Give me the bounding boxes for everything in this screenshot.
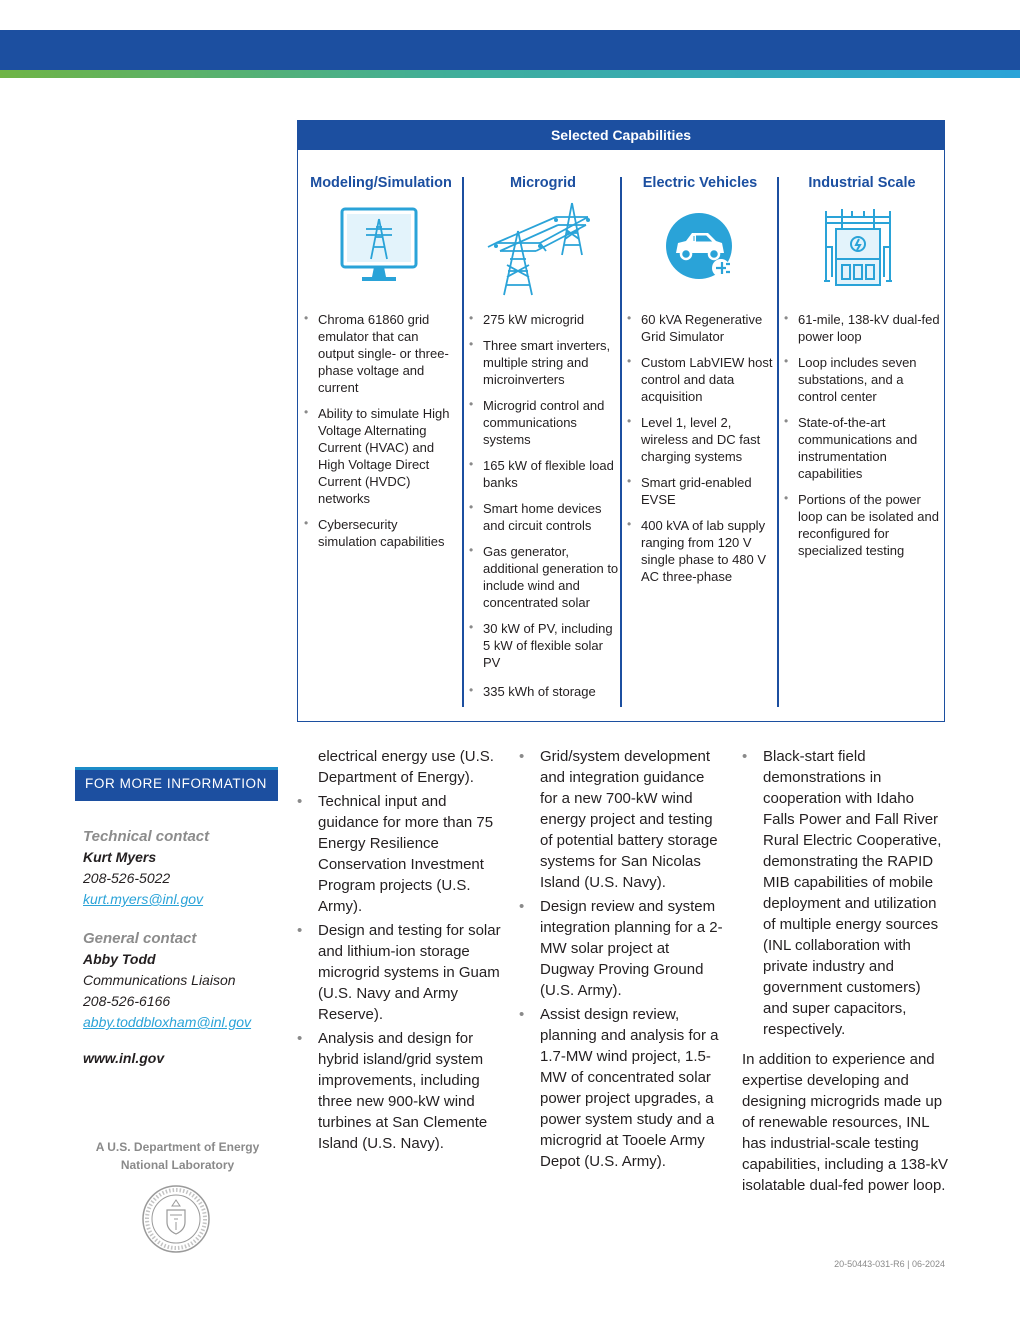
- monitor-tower-icon: [340, 207, 420, 285]
- technical-contact: [83, 826, 209, 910]
- modeling-list: [304, 311, 454, 559]
- contact-name: Kurt Myers: [83, 849, 157, 865]
- contact-label: General contact: [83, 930, 197, 947]
- list-item: • Three smart inverters, multiple string and microinverters: [469, 337, 621, 388]
- contact-label: Technical contact: [83, 828, 210, 845]
- capability-column-modeling: [298, 150, 464, 191]
- body-column-3: [742, 746, 948, 1196]
- list-item: • Smart grid-enabled EVSE: [627, 474, 777, 508]
- electric-car-icon: [664, 211, 736, 283]
- contact-email-link[interactable]: abby.toddbloxham@inl.gov: [83, 1014, 252, 1030]
- list-item: • Technical input and guidance for more than 75 Energy Resilience Conservation Investment Program projects (U.S. Army).: [297, 791, 502, 917]
- contact-name: Abby Todd: [83, 951, 156, 967]
- contact-email-link[interactable]: kurt.myers@inl.gov: [83, 891, 204, 907]
- website-link[interactable]: www.inl.gov: [83, 1050, 165, 1066]
- document-code: 20-50443-031-R6 | 06-2024: [834, 1259, 945, 1269]
- microgrid-list: [469, 311, 621, 709]
- list-item: • Microgrid control and communications systems: [469, 397, 621, 448]
- list-item: • 335 kWh of storage: [469, 683, 621, 700]
- list-item: • 275 kW microgrid: [469, 311, 621, 328]
- column-title: Microgrid: [509, 175, 577, 191]
- header-band: [0, 30, 1020, 70]
- list-item: • 400 kVA of lab supply ranging from 120 V single phase to 480 V AC three-phase: [627, 517, 777, 585]
- body-column-2: [519, 746, 725, 1175]
- doe-seal-icon: [141, 1184, 211, 1254]
- list-item: • Chroma 61860 grid emulator that can output single- or three-phase voltage and current: [304, 311, 454, 396]
- list-item: • 165 kW of flexible load banks: [469, 457, 621, 491]
- industrial-list: [784, 311, 942, 568]
- body-column-1: [297, 746, 502, 1157]
- doe-tagline: [95, 1138, 260, 1174]
- substation-icon: [822, 207, 894, 287]
- list-item: • Smart home devices and circuit controls: [469, 500, 621, 534]
- project-list: [297, 791, 502, 1154]
- closing-paragraph: In addition to experience and expertise developing and designing microgrids made up of renewable resources, INL has industrial-scale testing capabilities, including a 138-kV isolatable dual-fed power loop.: [742, 1051, 948, 1194]
- list-item: • 61-mile, 138-kV dual-fed power loop: [784, 311, 942, 345]
- continued-text: electrical energy use (U.S. Department of Energy).: [318, 748, 494, 786]
- doe-line-1: A U.S. Department of Energy: [95, 1140, 260, 1154]
- list-item: • Design and testing for solar and lithium-ion storage microgrid systems in Guam (U.S. Navy and Army Reserve).: [297, 920, 502, 1025]
- more-info-heading: FOR MORE INFORMATION: [75, 767, 278, 801]
- list-item: • 30 kW of PV, including 5 kW of flexible solar PV: [469, 620, 621, 671]
- contact-phone: 208-526-6166: [83, 993, 171, 1009]
- capability-column-ev: [622, 150, 778, 191]
- capability-column-microgrid: [464, 150, 622, 191]
- capabilities-box: [297, 120, 945, 722]
- list-item: • Analysis and design for hybrid island/grid system improvements, including three new 900-kW wind turbines at San Clemente Island (U.S. Navy).: [297, 1028, 502, 1154]
- heading-rule: [75, 767, 278, 770]
- ev-list: [627, 311, 777, 594]
- column-divider: [777, 177, 779, 707]
- list-item: • Level 1, level 2, wireless and DC fast charging systems: [627, 414, 777, 465]
- list-item: • State-of-the-art communications and instrumentation capabilities: [784, 414, 942, 482]
- contact-phone: 208-526-5022: [83, 870, 171, 886]
- list-item: • Grid/system development and integration guidance for a new 700-kW wind energy project and testing of potential battery storage systems for San Nicolas Island (U.S. Navy).: [519, 746, 725, 893]
- capabilities-title: Selected Capabilities: [298, 121, 944, 150]
- general-contact: [83, 928, 251, 1033]
- list-item: • Gas generator, additional generation to include wind and concentrated solar: [469, 543, 621, 611]
- list-item: • Design review and system integration planning for a 2-MW solar project at Dugway Proving Ground (U.S. Army).: [519, 896, 725, 1001]
- doe-line-2: National Laboratory: [120, 1158, 235, 1172]
- column-title: Modeling/Simulation: [310, 175, 452, 191]
- list-item: • Loop includes seven substations, and a control center: [784, 354, 942, 405]
- capability-column-industrial: [779, 150, 945, 191]
- column-title: Industrial Scale: [808, 175, 916, 191]
- list-item: • Custom LabVIEW host control and data acquisition: [627, 354, 777, 405]
- project-list: [742, 746, 948, 1040]
- column-divider: [462, 177, 464, 707]
- contact-role: Communications Liaison: [83, 972, 236, 988]
- header-stripe: [0, 70, 1020, 78]
- list-item: • Ability to simulate High Voltage Alternating Current (HVAC) and High Voltage Direct Current (HVDC) networks: [304, 405, 454, 507]
- list-item: • Black-start field demonstrations in cooperation with Idaho Falls Power and Fall River Rural Electric Cooperative, demonstrating the RAPID MIB capabilities of mobile deployment and utilization of multiple energy sources (INL collaboration with private industry and government customers) and super capacitors, respectively.: [742, 746, 948, 1040]
- transmission-towers-icon: [486, 201, 604, 297]
- list-item: • Cybersecurity simulation capabilities: [304, 516, 454, 550]
- project-list: [519, 746, 725, 1172]
- list-item: • Portions of the power loop can be isolated and reconfigured for specialized testing: [784, 491, 942, 559]
- list-item: • Assist design review, planning and analysis for a 1.7-MW wind project, 1.5-MW of concentrated solar power project upgrades, a power system study and a microgrid at Tooele Army Depot (U.S. Army).: [519, 1004, 725, 1172]
- column-divider: [620, 177, 622, 707]
- column-title: Electric Vehicles: [642, 175, 758, 191]
- list-item: • 60 kVA Regenerative Grid Simulator: [627, 311, 777, 345]
